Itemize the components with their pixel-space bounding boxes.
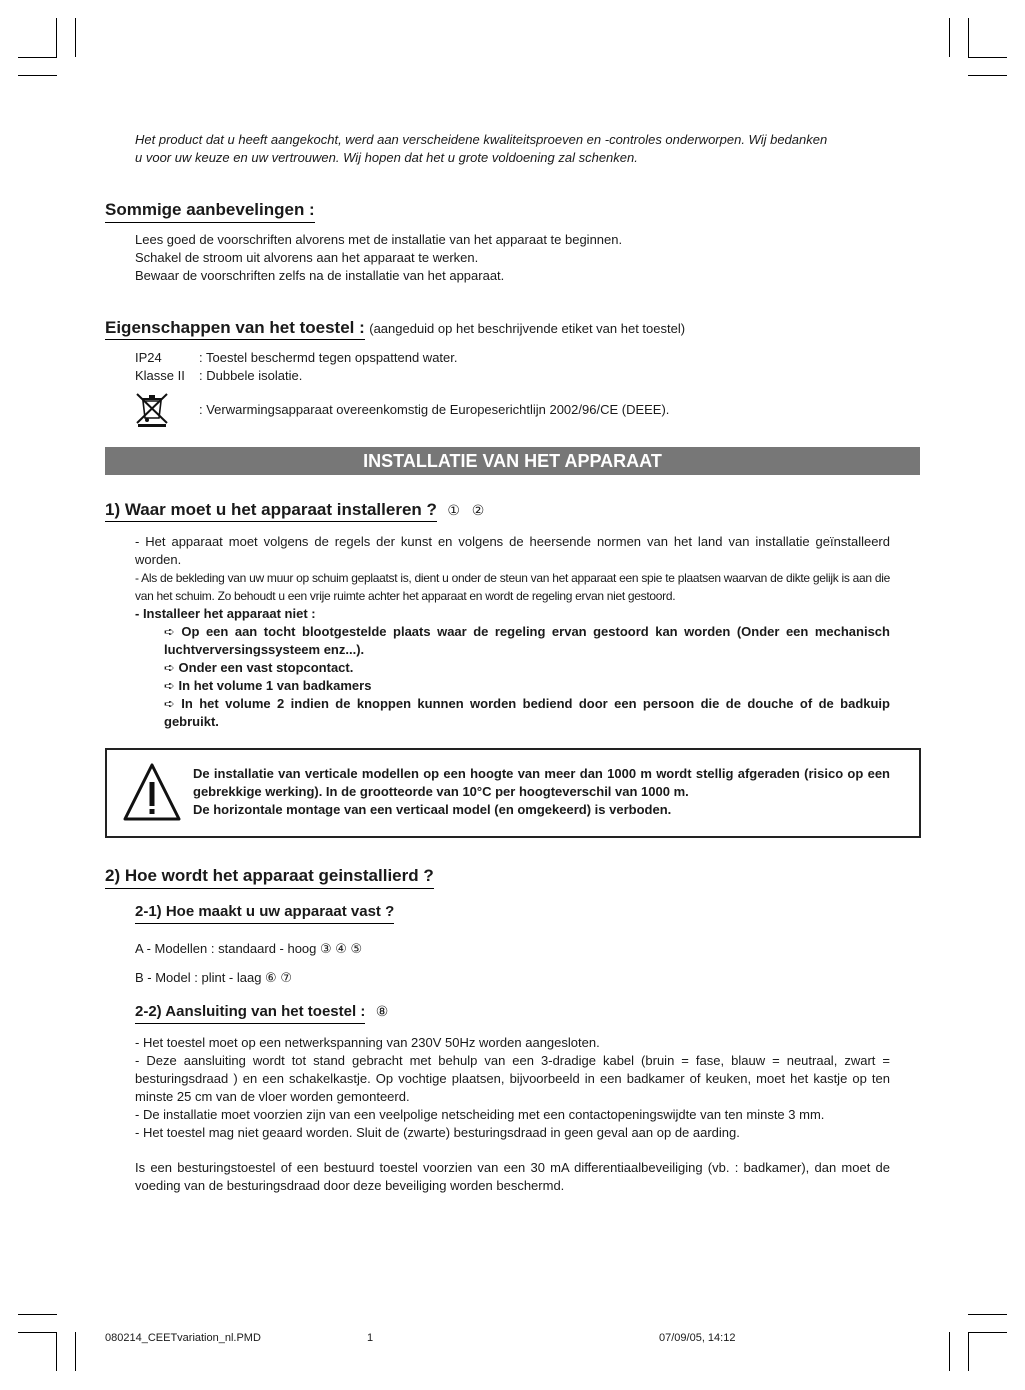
footer-filename: 080214_CEETvariation_nl.PMD — [105, 1332, 261, 1344]
recommendation-line: Bewaar de voorschriften zelfs na de installatie van het apparaat. — [135, 268, 505, 283]
recommendations-list — [135, 231, 895, 285]
warning-line-1: De installatie van verticale modellen op een hoogte van meer dan 1000 m wordt stellig afgeraden (risico op een gebrekkige werking). In de grootteorde van 10°C per hoogteverschil van 1000 m. — [193, 766, 890, 799]
properties-heading: Eigenschappen van het toestel : — [105, 318, 365, 340]
subsection-2-2-ref: ⑧ — [375, 1003, 393, 1019]
subsection-2-2-heading-row — [135, 1003, 392, 1021]
weee-bin-icon — [133, 390, 171, 433]
installation-banner: INSTALLATIE VAN HET APPARAAT — [105, 447, 920, 475]
property-text: : Toestel beschermd tegen opspattend water. — [199, 350, 458, 365]
section2-heading: 2) Hoe wordt het apparaat geinstallierd ? — [105, 866, 434, 889]
connection-paragraph: - Het toestel moet op een netwerkspanning van 230V 50Hz worden aangesloten. — [135, 1035, 600, 1050]
section1-heading: 1) Waar moet u het apparaat installeren ? — [105, 500, 437, 522]
section1-body — [135, 533, 890, 731]
connection-text — [135, 1034, 890, 1195]
section1-refs: ① ② — [447, 502, 489, 518]
recommendations-heading: Sommige aanbevelingen : — [105, 200, 315, 223]
footer-page-number: 1 — [367, 1332, 374, 1344]
intro-text — [135, 131, 895, 167]
property-label: IP24 — [135, 350, 162, 365]
warning-line-2: De horizontale montage van een verticaal model (en omgekeerd) is verboden. — [193, 802, 672, 817]
recommendation-line: Lees goed de voorschriften alvorens met de installatie van het apparaat te beginnen. — [135, 232, 623, 247]
subsection-2-1-heading: 2-1) Hoe maakt u uw apparaat vast ? — [135, 903, 394, 924]
section1-paragraph-1: - Het apparaat moet volgens de regels der kunst en volgens de heersende normen van het land van installatie geïnstalleerd worden. — [135, 534, 890, 567]
warning-text — [193, 765, 890, 819]
footer-datetime: 07/09/05, 14:12 — [659, 1332, 736, 1344]
model-a-line: A - Modellen : standaard - hoog ③ ④ ⑤ — [135, 941, 363, 956]
section1-paragraph-2: - Als de bekleding van uw muur op schuim geplaatst is, dient u onder de steun van het apparaat een spie te plaatsen waarvan de dikte gelijk is aan die van het schuim. Zo behoudt u een vrije ruimte achter het apparaat en wordt de regeling ervan niet gestoord. — [135, 571, 890, 603]
connection-paragraph: - De installatie moet voorzien zijn van een veelpolige netscheiding met een contactopeningswijdte van ten minste 3 mm. — [135, 1107, 825, 1122]
differential-protection-paragraph: Is een besturingstoestel of een bestuurd toestel voorzien van een 30 mA differentiaalbeveiliging (vb. : badkamer), dan moet de voeding van de besturingsdraad door deze beveiliging worden beschermd. — [135, 1160, 890, 1193]
section1-not-heading: - Installeer het apparaat niet : — [135, 606, 316, 621]
intro-line-1: Het product dat u heeft aangekocht, werd aan verscheidene kwaliteitsproeven en -controles onderworpen. Wij bedanken — [135, 132, 828, 147]
section1-bullet: ➪ In het volume 1 van badkamers — [164, 678, 372, 693]
property-text: : Verwarmingsapparaat overeenkomstig de Europeserichtlijn 2002/96/CE (DEEE). — [199, 402, 670, 417]
subsection-2-2-heading: 2-2) Aansluiting van het toestel : — [135, 1003, 365, 1024]
arrow-icon: ➪ — [164, 624, 175, 639]
section1-bullet: ➪ In het volume 2 indien de knoppen kunnen worden bediend door een persoon die de douche of de badkuip gebruikt. — [164, 696, 890, 729]
section1-bullet: ➪ Onder een vast stopcontact. — [164, 660, 354, 675]
model-b-line: B - Model : plint - laag ⑥ ⑦ — [135, 970, 292, 985]
recommendation-line: Schakel de stroom uit alvorens aan het apparaat te werken. — [135, 250, 479, 265]
connection-paragraph: - Het toestel mag niet geaard worden. Sluit de (zwarte) besturingsdraad in geen geval aan op de aarding. — [135, 1125, 740, 1140]
section1-bullet: ➪ Op een aan tocht blootgestelde plaats waar de regeling ervan gestoord kan worden (Onder een mechanisch luchtverversingssysteem enz...). — [164, 624, 890, 657]
arrow-icon: ➪ — [164, 660, 175, 675]
arrow-icon: ➪ — [164, 678, 175, 693]
warning-triangle-icon — [122, 762, 182, 827]
arrow-icon: ➪ — [164, 696, 175, 711]
property-text: : Dubbele isolatie. — [199, 368, 303, 383]
property-label: Klasse II — [135, 368, 185, 383]
intro-line-2: u voor uw keuze en uw vertrouwen. Wij hopen dat het u grote voldoening zal schenken. — [135, 150, 638, 165]
connection-paragraph: - Deze aansluiting wordt tot stand gebracht met behulp van een 3-dradige kabel (bruin = fase, blauw = neutraal, zwart = besturingsdraad ) en een schakelkastje. Op vochtige plaatsen, bijvoorbeeld in een badkamer of keuken, moet het kastje op ten minste 25 cm van de vloer worden gemonteerd. — [135, 1053, 890, 1104]
section1-heading-row — [105, 500, 488, 520]
properties-heading-row — [105, 318, 685, 338]
properties-note: (aangeduid op het beschrijvende etiket van het toestel) — [369, 321, 686, 336]
